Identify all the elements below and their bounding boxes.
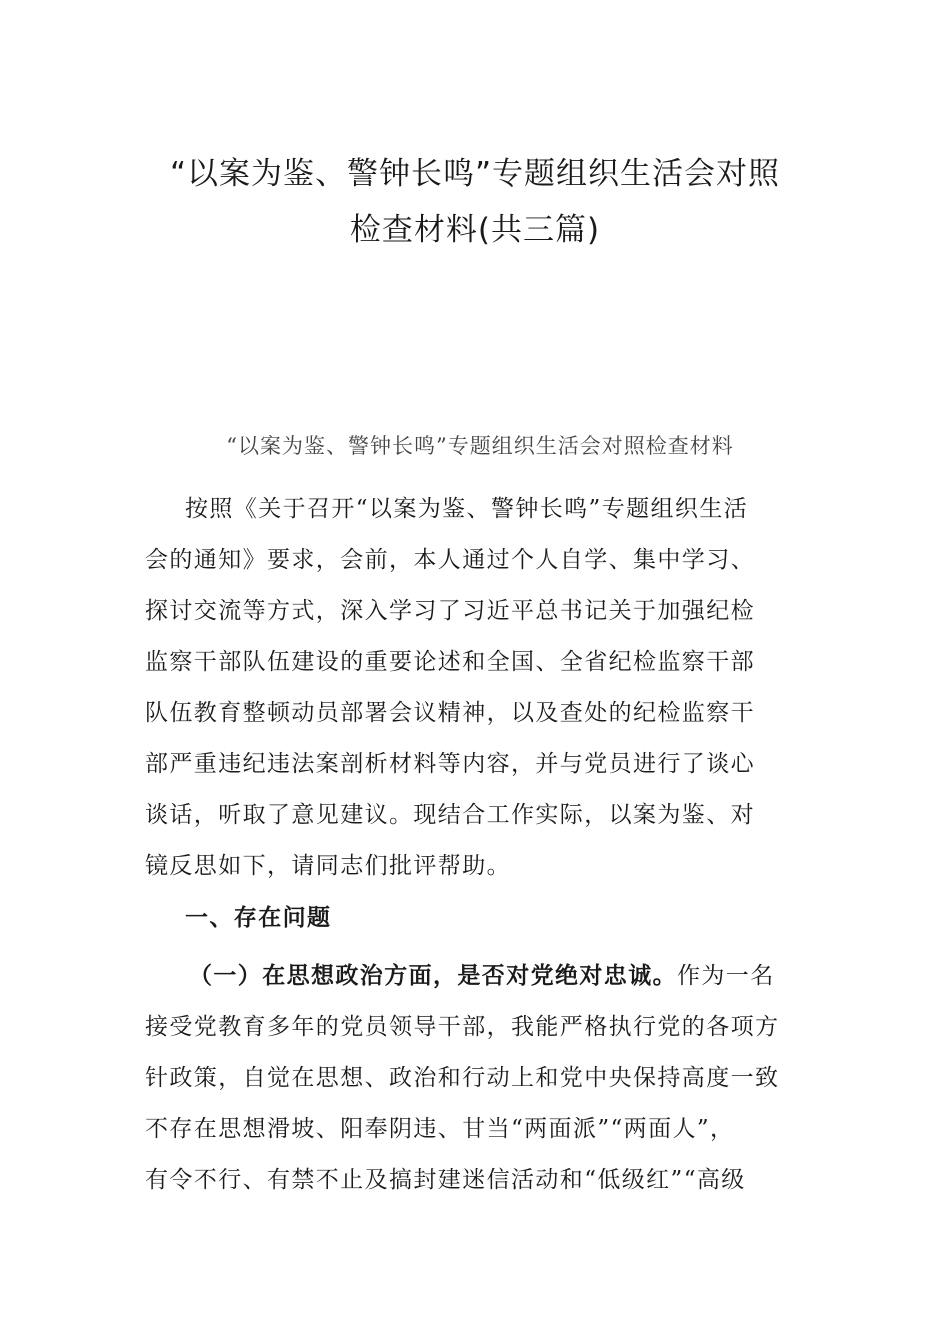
- intro-line: 队伍教育整顿动员部署会议精神，以及查处的纪检监察干: [145, 700, 755, 726]
- intro-paragraph: [145, 484, 807, 892]
- section1-line: 针政策，自觉在思想、政治和行动上和党中央保持高度一致: [145, 1065, 780, 1091]
- section1-line: 不存在思想滑坡、阳奉阴违、甘当“两面派”“两面人”，: [145, 1116, 735, 1142]
- title-line-1: “以案为鉴、警钟长鸣”专题组织生活会对照: [169, 156, 781, 192]
- section1-first-line-rest: 作为一名: [677, 963, 775, 989]
- section1-bold-lead: （一）在思想政治方面，是否对党绝对忠诚。: [189, 963, 677, 989]
- section1-paragraph: [145, 951, 807, 1206]
- intro-line: 谈话，听取了意见建议。现结合工作实际，以案为鉴、对: [145, 802, 755, 828]
- section-heading: 一、存在问题: [185, 905, 332, 931]
- intro-line: 部严重违纪违法案剖析材料等内容，并与党员进行了谈心: [145, 751, 755, 777]
- intro-line: 监察干部队伍建设的重要论述和全国、全省纪检监察干部: [145, 649, 755, 675]
- section1-first-line: [145, 951, 807, 1002]
- intro-line: 按照《关于召开“以案为鉴、警钟长鸣”专题组织生活: [185, 496, 749, 522]
- section1-line: 有令不行、有禁不止及搞封建迷信活动和“低级红”“高级: [145, 1167, 746, 1193]
- document-subtitle: “以案为鉴、警钟长鸣”专题组织生活会对照检查材料: [226, 434, 734, 458]
- intro-line: 会的通知》要求，会前，本人通过个人自学、集中学习、: [145, 547, 755, 573]
- intro-line: 镜反思如下，请同志们批评帮助。: [145, 853, 511, 879]
- title-line-2: 检查材料(共三篇): [349, 212, 601, 248]
- section1-line: 接受党教育多年的党员领导干部，我能严格执行党的各项方: [145, 1014, 780, 1040]
- document-title: [120, 146, 830, 258]
- intro-line: 探讨交流等方式，深入学习了习近平总书记关于加强纪检: [145, 598, 755, 624]
